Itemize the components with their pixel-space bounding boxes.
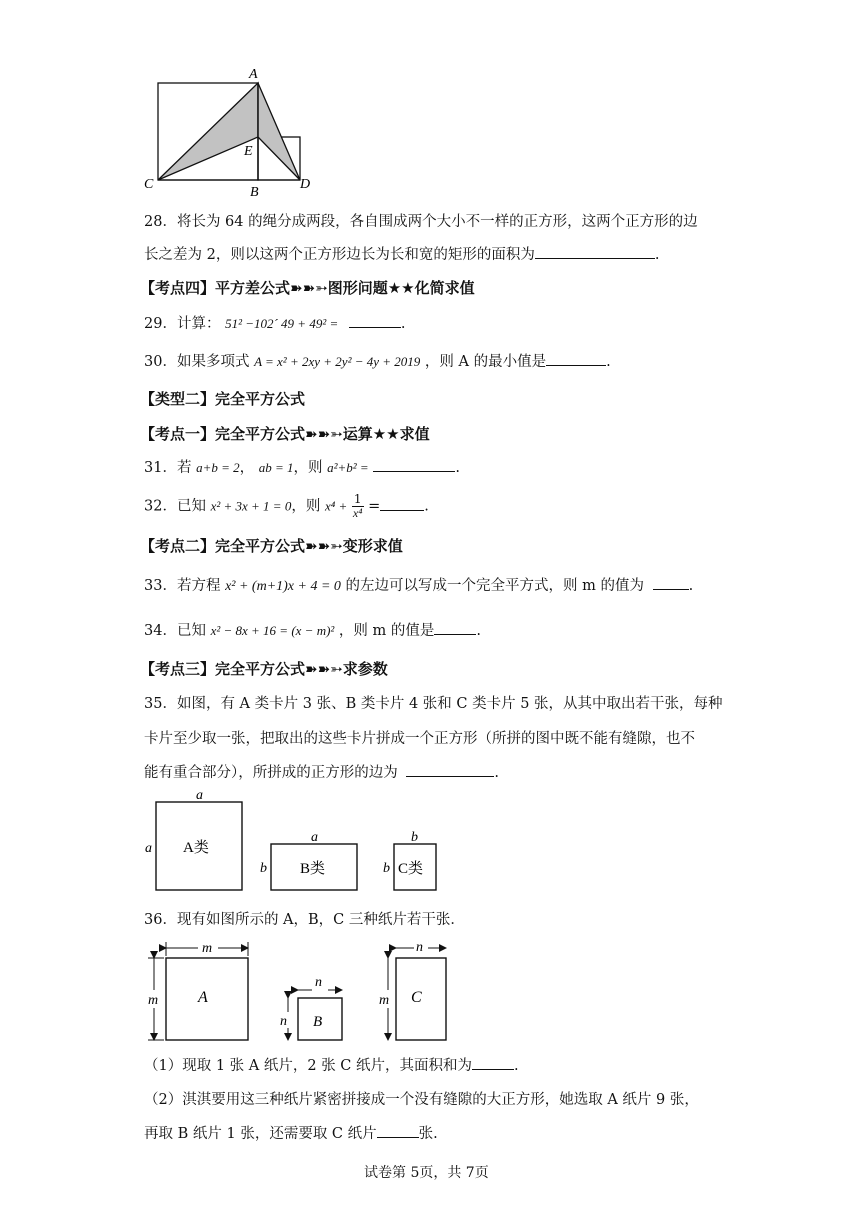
q32: 32．已知 x² + 3x + 1 = 0，则 x⁴ + $\frac{1}{\text{x⁴}}$ = . [144,492,429,520]
fraction-denominator: x⁴ [352,506,363,520]
paper-b-text: B [313,1014,323,1030]
answer-blank[interactable] [434,620,476,635]
q36-part1-text: （1）现取 1 张 A 纸片，2 张 C 纸片，其面积和为 [144,1058,473,1074]
q31-num: 31．若 [144,460,192,476]
card-c-top: b [411,830,418,845]
q32-expr1: x² + 3x + 1 = 0 [210,498,292,514]
paper-c-top: n [416,940,423,955]
q28-line1: 28．将长为 64 的绳分成两段，各自围成两个大小不一样的正方形，这两个正方形的边 [144,214,698,230]
fraction [352,493,364,520]
q31: 31．若 a+b = 2， ab = 1，则 a²+b² = . [144,456,460,477]
card-c-text: C类 [398,861,424,877]
label-b: B [250,185,259,200]
q36-part2-line1: （2）淇淇要用这三种纸片紧密拼接成一个没有缝隙的大正方形，她选取 A 纸片 9 张， [144,1092,699,1108]
q36: 36．现有如图所示的 A，B，C 三种纸片若干张． [144,912,465,928]
q30-expr: A = x² + 2xy + 2y² − 4y + 2019 [254,354,421,369]
q31-expr2: ab = 1 [258,460,294,475]
paper-c-left: m [379,993,390,1008]
q34-num: 34．已知 [144,623,206,639]
paper-a-left: m [148,993,159,1008]
q28-line2-text: 长之差为 2，则以这两个正方形边长为长和宽的矩形的面积为 [144,247,535,263]
paper-a-top: m [202,941,213,956]
q33: 33．若方程 x² + (m+1)x + 4 = 0 的左边可以写成一个完全平方式，则 m 的值为 . [144,574,693,595]
label-a: A [249,67,258,82]
q32-mid: ，则 [291,498,321,515]
q35-line1: 35．如图，有 A 类卡片 3 张、B 类卡片 4 张和 C 类卡片 5 张，从其中取出若干张，每种 [144,696,723,712]
fraction-numerator: 1 [353,492,362,506]
q33-tail: 的左边可以写成一个完全平方式，则 m 的值为 [345,578,644,594]
page-footer: 试卷第 5页，共 7页 [364,1165,489,1181]
section-heading: 【考点二】完全平方公式➽➽➳变形求值 [140,537,403,555]
answer-blank[interactable] [406,762,494,777]
card-a-top: a [196,788,203,803]
label-d: D [300,177,311,192]
q30: 30．如果多项式 A = x² + 2xy + 2y² − 4y + 2019 ，则 A 的最小值是 . [144,350,611,371]
paper-b-left: n [280,1014,287,1029]
q34-tail: ，则 m 的值是 [338,623,435,639]
q29-expr: 51² −102´ 49 + 49² = [225,316,339,331]
q33-num: 33．若方程 [144,578,221,594]
section-heading: 【考点四】平方差公式➽➽➳图形问题★★化简求值 [140,279,475,297]
q30-num: 30．如果多项式 [144,354,250,370]
q35-line2: 卡片至少取一张，把取出的这些卡片拼成一个正方形（所拼的图中既不能有缝隙，也不 [144,731,695,747]
q29: 29．计算： 51² −102´ 49 + 49² = . [144,312,405,333]
q36-part2-tail: 张. [418,1126,438,1142]
answer-blank[interactable] [472,1055,514,1070]
answer-blank[interactable] [377,1123,419,1138]
q30-tail: ，则 A 的最小值是 [424,354,547,370]
card-c-left: b [383,861,390,876]
answer-blank[interactable] [373,457,455,472]
q36-part1: （1）现取 1 张 A 纸片，2 张 C 纸片，其面积和为 . [144,1054,519,1075]
answer-blank[interactable] [380,496,424,511]
q35-line3: 能有重合部分），所拼成的正方形的边为 . [144,761,499,782]
q31-sep: ， [239,460,255,476]
card-b-left: b [260,861,267,876]
q31-expr1: a+b = 2 [196,460,240,475]
card-b-text: B类 [300,861,326,877]
label-e: E [244,144,253,159]
answer-blank[interactable] [653,575,689,590]
answer-blank[interactable] [535,244,655,259]
section-heading: 【考点一】完全平方公式➽➽➳运算★★求值 [140,425,430,443]
q32-eq: = [368,498,381,515]
card-a-text: A类 [183,840,209,856]
triangle-figure [140,62,320,202]
q31-mid: ，则 [293,460,323,476]
type-heading: 【类型二】完全平方公式 [140,390,306,408]
q35-line3-text: 能有重合部分），所拼成的正方形的边为 [144,765,398,781]
q31-expr3: a²+b² = [327,460,369,475]
q32-expr2a: x⁴ + [324,498,348,514]
q32-num: 32．已知 [144,498,206,515]
card-b-top: a [311,830,318,845]
answer-blank[interactable] [546,351,606,366]
paper-a-text: A [198,989,208,1006]
q36-part2-line2 [144,1122,438,1143]
q28-line2: 长之差为 2，则以这两个正方形边长为长和宽的矩形的面积为 . [144,243,659,264]
q34-expr: x² − 8x + 16 = (x − m)² [210,623,335,638]
papers-figure [140,936,470,1046]
section-heading: 【考点三】完全平方公式➽➽➳求参数 [140,660,388,678]
paper-c-text: C [411,989,422,1006]
q34: 34．已知 x² − 8x + 16 = (x − m)² ，则 m 的值是 . [144,619,481,640]
paper-b-top: n [315,975,322,990]
cards-figure [140,786,450,896]
q36-part2-line2-text: 再取 B 纸片 1 张，还需要取 C 纸片 [144,1126,377,1142]
label-c: C [144,177,154,192]
q29-num: 29．计算： [144,316,221,332]
card-a-left: a [145,841,152,856]
answer-blank[interactable] [349,313,401,328]
q33-expr: x² + (m+1)x + 4 = 0 [225,579,341,594]
